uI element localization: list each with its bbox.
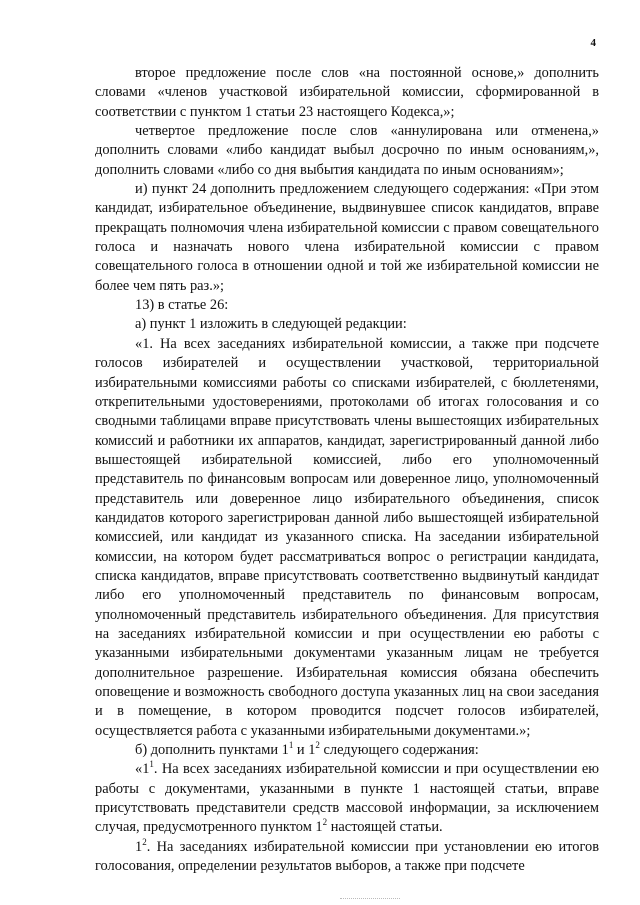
paragraph [95, 760, 599, 837]
paragraph: а) пункт 1 изложить в следующей редакции: [135, 316, 407, 333]
text-run: . На всех заседаниях избирательной комиссии и при осуществлении ею работы с документами, указанными в пункте 1 настоящей статьи, вправе присутствовать представители средств массовой информации, за исключением случая, предусмотренного пунктом 1 [95, 761, 599, 836]
page-number: 4 [590, 37, 596, 49]
text-run: «1 [135, 761, 150, 778]
text-run: и 1 [293, 742, 316, 759]
superscript: 2 [322, 817, 328, 828]
paragraph: 13) в статье 26: [135, 297, 229, 314]
text-run: б) дополнить пунктами 1 [135, 742, 289, 759]
paragraph: «1. На всех заседаниях избирательной комиссии, а также при подсчете голосов избирателей и осуществлении участковой, территориальной избирательными комиссиями работы со списками избирателей, с бюллетенями, открепительными удостоверениями, протоколами об итогах голосования и со сводными таблицами вправе присутствовать члены вышестоящих избирательных комиссий и работники их аппаратов, кандидат, зарегистрированный данной либо вышестоящей избирательной комиссией, либо его уполномоченный представитель по финансовым вопросам или доверенное лицо, уполномоченный представитель или доверенное лицо избирательного объединения, список кандидатов которого зарегистрирован данной либо вышестоящей избирательной комиссией, или кандидат из указанного списка. На заседании избирательной комиссии, на котором будет рассматриваться вопрос о регистрации кандидата, списка кандидатов, вправе присутствовать соответственно выдвинутый кандидат либо его уполномоченный представитель по финансовым вопросам, уполномоченный представитель избирательного объединения. Для присутствия на заседаниях избирательной комиссии и при осуществлении ею работы с указанными избирательными документами указанным лицам не требуется дополнительное разрешение. Избирательная комиссия обязана обеспечить оповещение и возможность свободного доступа указанных лиц на свои заседания и в помещение, в котором проводится подсчет голосов избирателей, осуществляется работа с указанными избирательными документами.»; [95, 335, 599, 739]
superscript: 1 [288, 740, 294, 751]
paragraph: второе предложение после слов «на постоянной основе,» дополнить словами «членов участковой избирательной комиссии, сформированной в соответствии с пунктом 1 статьи 23 настоящего Кодекса,»; [95, 65, 599, 120]
paragraph: и) пункт 24 дополнить предложением следующего содержания: «При этом кандидат, избирательное объединение, выдвинувшее список кандидатов, вправе прекращать полномочия члена избирательной комиссии с правом совещательного голоса и назначать нового члена избирательной комиссии с правом совещательного голоса в отношении одной и той же избирательной комиссии не более чем пять раз.»; [95, 181, 599, 294]
scan-artifact [340, 898, 400, 899]
paragraph [95, 741, 599, 760]
paragraph [95, 838, 599, 877]
document-body [95, 64, 599, 876]
text-run: 1 [135, 838, 143, 855]
text-run: настоящей статьи. [327, 819, 443, 836]
text-run: следующего содержания: [319, 742, 479, 759]
superscript: 2 [142, 836, 147, 847]
paragraph: четвертое предложение после слов «аннулирована или отменена,» дополнить словами «либо кандидат выбыл досрочно по иным основаниям,», дополнить словами «либо со дня выбытия кандидата по иным основаниям»; [95, 123, 599, 178]
superscript: 2 [315, 740, 320, 751]
superscript: 1 [149, 759, 154, 770]
text-run: . На заседаниях избирательной комиссии при установлении ею итогов голосования, определении результатов выборов, а также при подсчете [95, 838, 599, 875]
